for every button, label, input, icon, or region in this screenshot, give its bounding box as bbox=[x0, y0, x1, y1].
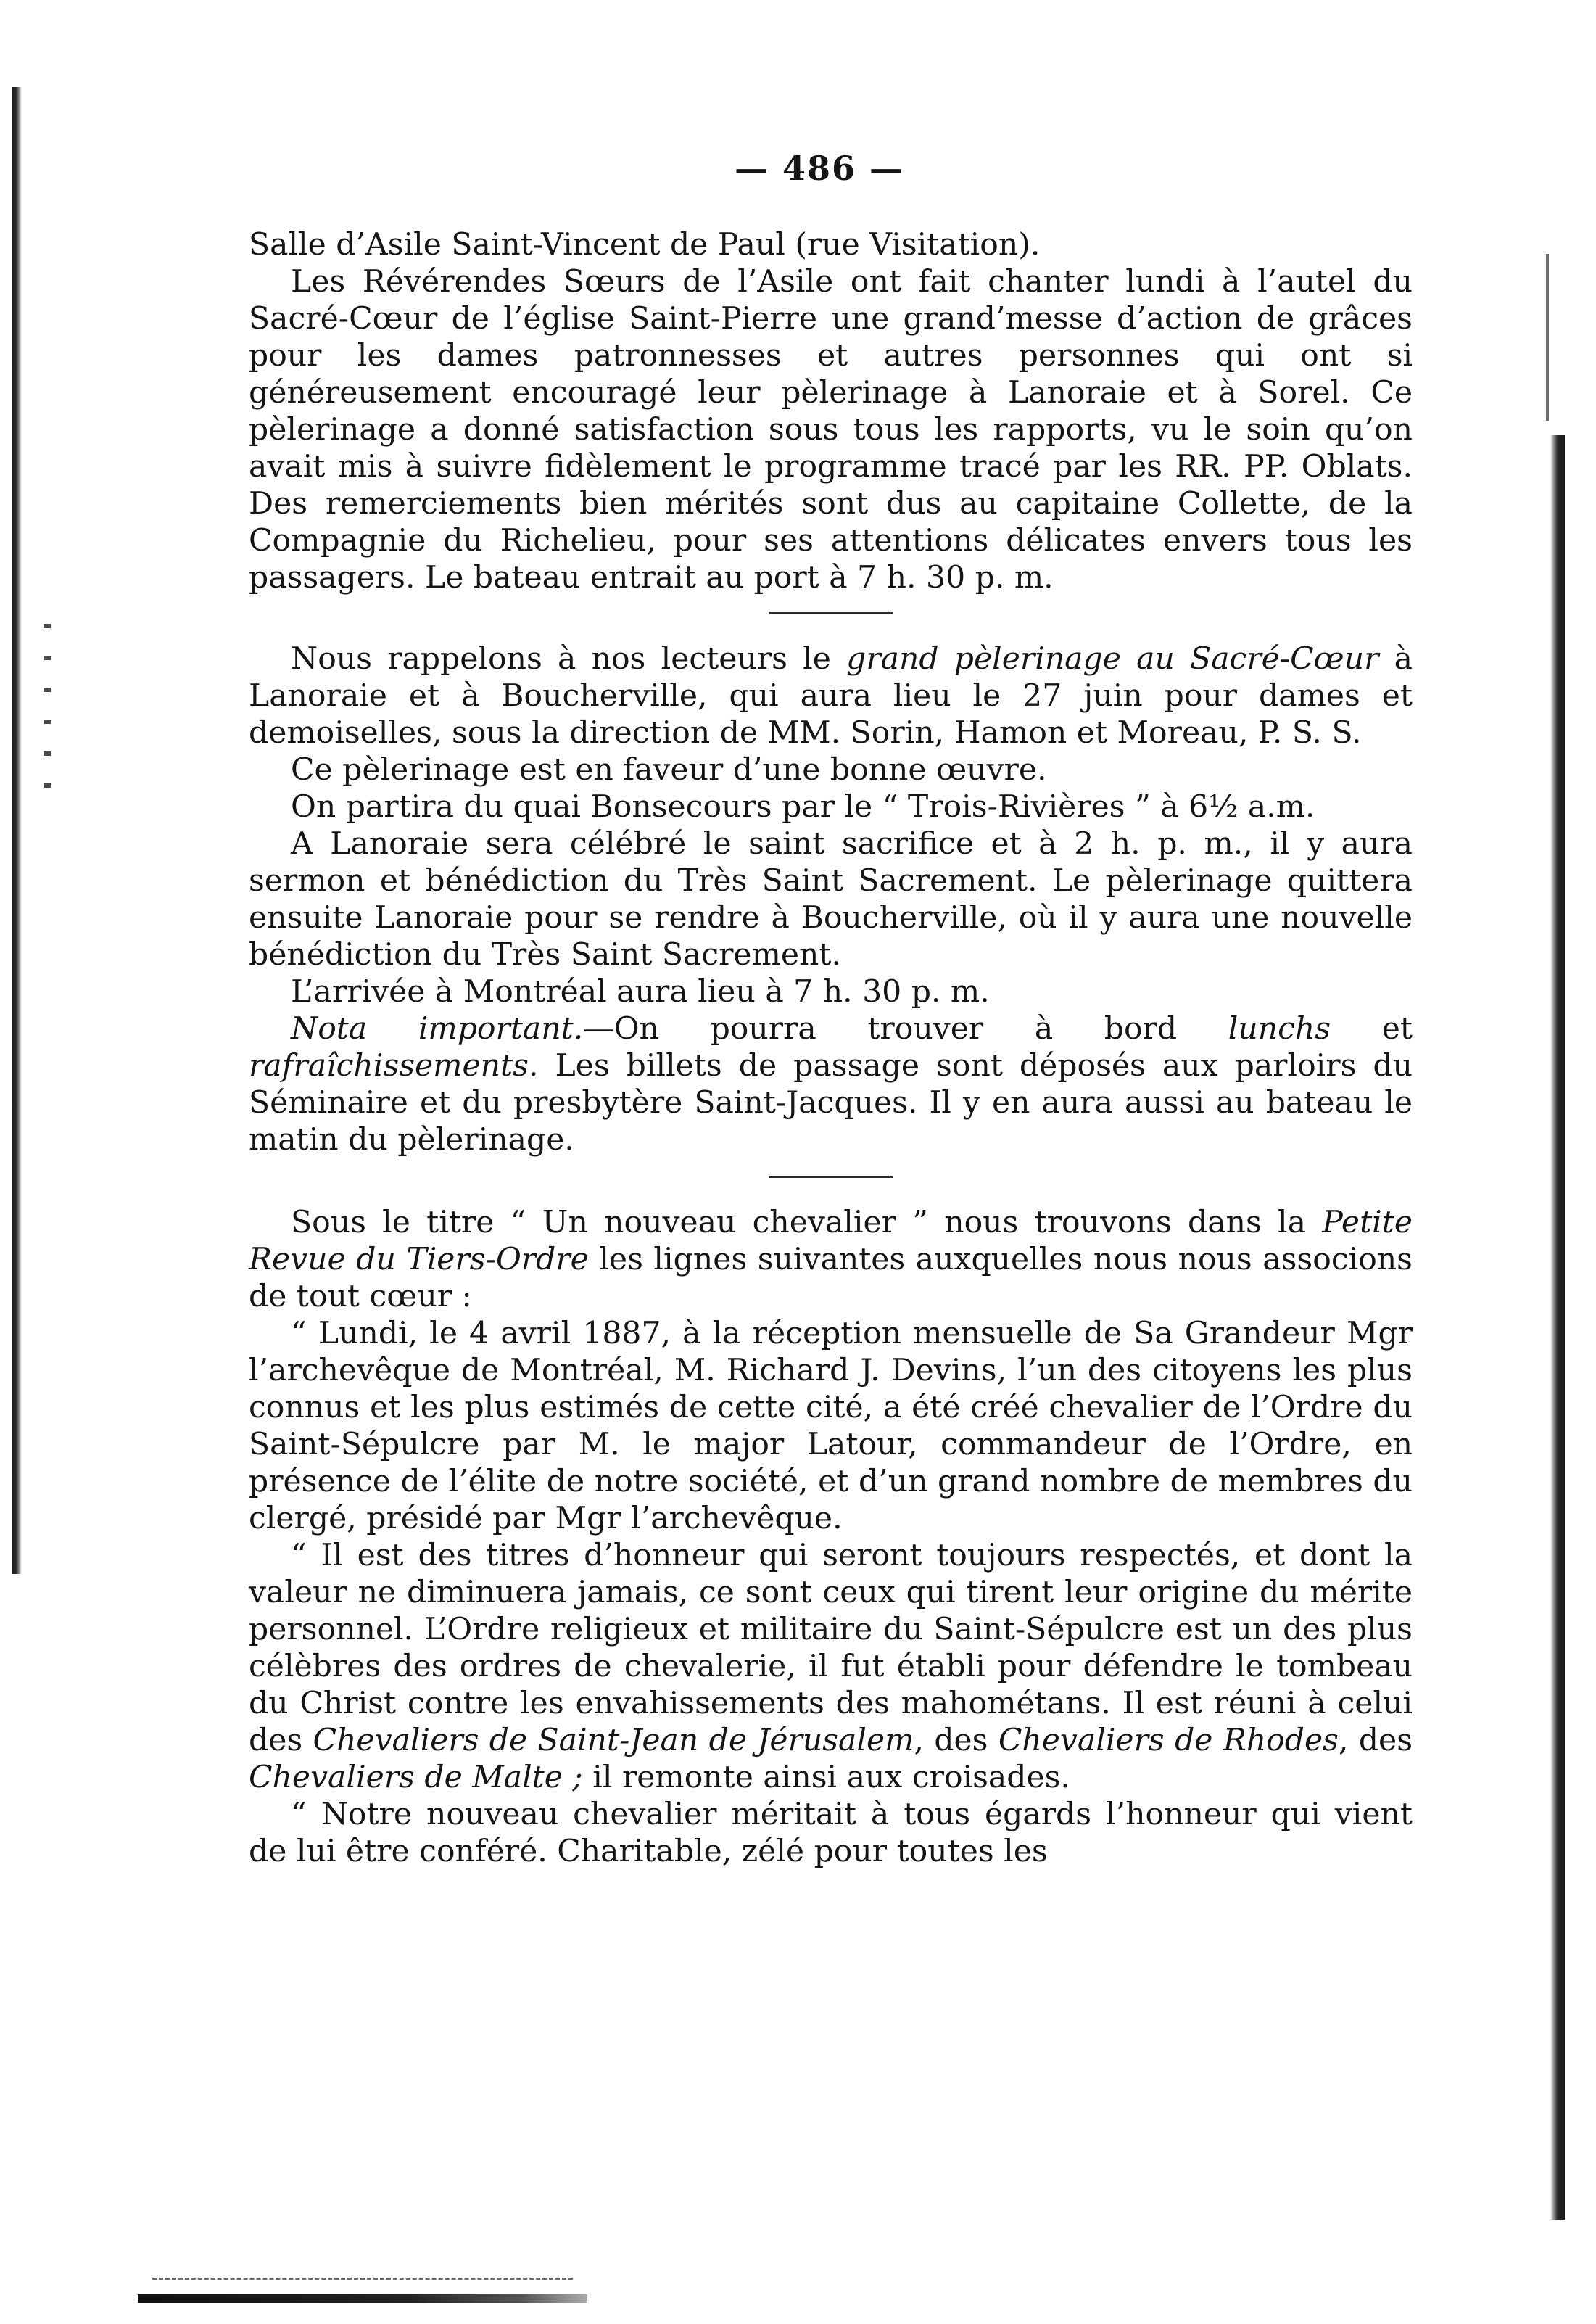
text-run: , des bbox=[1338, 1723, 1413, 1758]
body-text bbox=[249, 226, 1413, 1870]
text-run: il remonte ainsi aux croisades. bbox=[582, 1760, 1070, 1795]
paragraph-departure: On partira du quai Bonsecours par le “ Trois-Rivières ” à 6½ a.m. bbox=[291, 789, 1315, 825]
text-run: “ Il est des titres d’honneur qui seront toujours respectés, et dont la valeur ne diminuera jamais, ce sont ceux qui tirent leur origine du mérite personnel. L’Ordre religieux et militaire du Saint-Sépulcre est un des plus célèbres des ordres de chevalerie, il fut établi pour défendre le tombeau du Christ contre les envahissements des mahométans. Il est réuni à celui des bbox=[249, 1538, 1413, 1758]
bottom-edge-bar bbox=[138, 2294, 587, 2303]
bottom-dashed-line bbox=[152, 2278, 573, 2280]
section-divider bbox=[769, 1176, 893, 1178]
paragraph-new-chevalier: “ Notre nouveau chevalier méritait à tous égards l’honneur qui vient de lui être conféré. Charitable, zélé pour toutes les bbox=[249, 1797, 1413, 1869]
paragraph-asile-report: Les Révérendes Sœurs de l’Asile ont fait chanter lundi à l’autel du Sacré-Cœur de l’église Saint-Pierre une grand’messe d’action de grâces pour les dames patronnesses et autres personnes qui ont si généreusement encouragé leur pèlerinage à Lanoraie et à Sorel. Ce pèlerinage a donné satisfaction sous tous les rapports, vu le soin qu’on avait mis à suivre fidèlement le programme tracé par les RR. PP. Oblats. Des remerciements bien mérités sont dus au capitaine Collette, de la Compagnie du Richelieu, pour ses attentions délicates envers tous les passagers. Le bateau entrait au port à 7 h. 30 p. m. bbox=[249, 264, 1413, 596]
italic-publication-title: Petite Revue du Tiers-Ordre bbox=[249, 1205, 1413, 1277]
right-binding-edge bbox=[1550, 435, 1565, 2220]
text-run: —On pourra trouver à bord bbox=[583, 1011, 1228, 1047]
italic-order-name: Chevaliers de Malte ; bbox=[249, 1760, 583, 1795]
text-run: Les billets de passage sont déposés aux parloirs du Séminaire et du presbytère Saint-Jacques. Il y en aura aussi au bateau le matin du pèlerinage. bbox=[249, 1048, 1413, 1158]
paragraph-arrival: L’arrivée à Montréal aura lieu à 7 h. 30 p. m. bbox=[291, 974, 990, 1010]
left-margin-marks bbox=[44, 624, 51, 812]
section-divider bbox=[769, 612, 893, 614]
italic-word: lunchs bbox=[1228, 1011, 1331, 1047]
paragraph-heading-asile: Salle d’Asile Saint-Vincent de Paul (rue Visitation). bbox=[249, 227, 1041, 263]
text-run: à Lanoraie et à Boucherville, qui aura lieu le 27 juin pour dames et demoiselles, sous la direction de MM. Sorin, Hamon et Moreau, P. S. S. bbox=[249, 641, 1413, 751]
text-run: les lignes suivantes auxquelles nous nous associons de tout cœur : bbox=[249, 1242, 1413, 1314]
paragraph-good-work: Ce pèlerinage est en faveur d’une bonne œuvre. bbox=[291, 752, 1047, 788]
italic-title: grand pèlerinage au Sacré-Cœur bbox=[846, 641, 1379, 677]
italic-order-name: Chevaliers de Saint-Jean de Jérusalem bbox=[313, 1723, 914, 1758]
text-run: , des bbox=[914, 1723, 998, 1758]
paragraph-lanoraie: A Lanoraie sera célébré le saint sacrifice et à 2 h. p. m., il y aura sermon et bénédiction du Très Saint Sacrement. Le pèlerinage quittera ensuite Lanoraie pour se rendre à Boucherville, où il y aura une nouvelle bénédiction du Très Saint Sacrement. bbox=[249, 826, 1413, 973]
italic-order-name: Chevaliers de Rhodes bbox=[998, 1723, 1339, 1758]
right-margin-mark bbox=[1546, 254, 1549, 421]
paragraph-reception: “ Lundi, le 4 avril 1887, à la réception mensuelle de Sa Grandeur Mgr l’archevêque de Montréal, M. Richard J. Devins, l’un des citoyens les plus connus et les plus estimés de cette cité, a été créé chevalier de l’Ordre du Saint-Sépulcre par M. le major Latour, commandeur de l’Ordre, en présence de l’élite de notre société, et d’un grand nombre de membres du clergé, présidé par Mgr l’archevêque. bbox=[249, 1316, 1413, 1536]
italic-word: rafraîchissements. bbox=[249, 1048, 539, 1084]
text-run: Nous rappelons à nos lecteurs le bbox=[291, 641, 847, 677]
paragraph-nota bbox=[249, 1010, 1413, 1158]
paragraph-order-history bbox=[249, 1537, 1413, 1796]
page-number: — 486 — bbox=[734, 149, 905, 188]
italic-note-label: Nota important. bbox=[291, 1011, 584, 1047]
left-binding-edge bbox=[12, 87, 22, 1574]
paragraph-pilgrimage-announcement bbox=[249, 640, 1413, 751]
paragraph-chevalier-intro bbox=[249, 1204, 1413, 1315]
text-run: Sous le titre “ Un nouveau chevalier ” nous trouvons dans la bbox=[291, 1205, 1323, 1240]
text-run: et bbox=[1331, 1011, 1413, 1047]
